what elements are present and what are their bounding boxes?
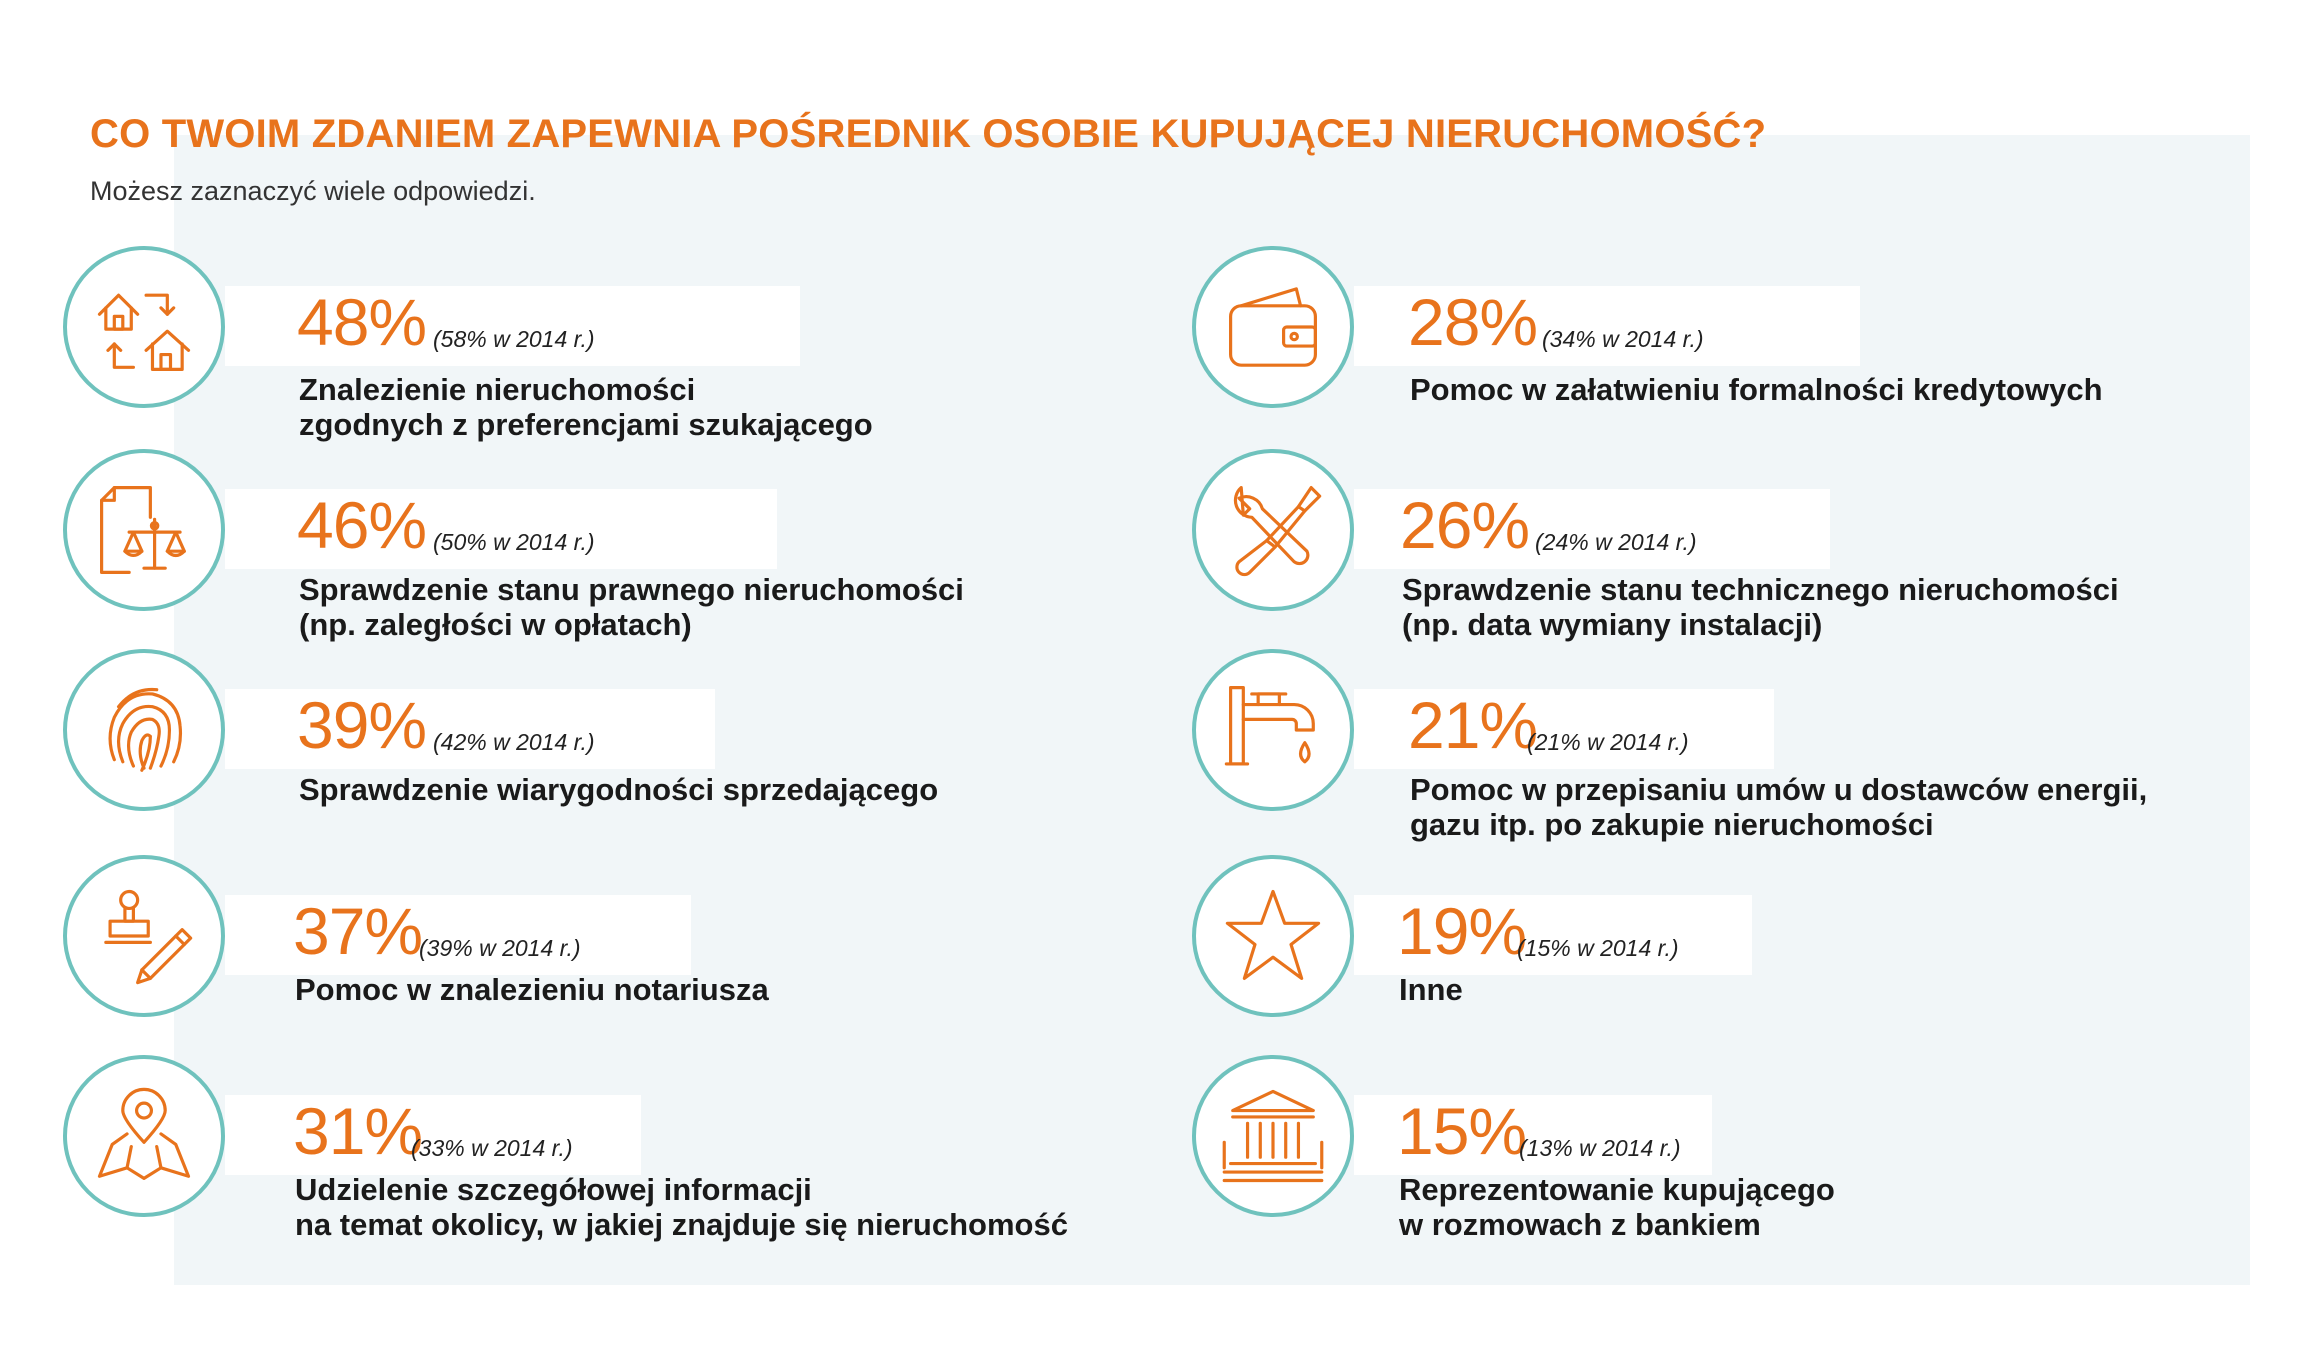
stamp-pen-icon — [63, 855, 225, 1017]
percent-value: 26% — [1400, 488, 1530, 562]
answer-label-line: Znalezienie nieruchomości — [299, 372, 696, 407]
answer-label — [1399, 972, 1463, 1007]
tools-icon — [1192, 449, 1354, 611]
previous-year-value: (21% w 2014 r.) — [1527, 729, 1689, 755]
percent-value: 46% — [297, 488, 427, 562]
page-subtitle: Możesz zaznaczyć wiele odpowiedzi. — [90, 176, 536, 206]
answer-label — [299, 572, 964, 642]
answer-label-line: gazu itp. po zakupie nieruchomości — [1410, 807, 1934, 842]
answer-label — [295, 972, 769, 1007]
answer-label-line: Udzielenie szczegółowej informacji — [295, 1172, 812, 1207]
answer-label — [299, 772, 938, 807]
document-scales-icon — [63, 449, 225, 611]
previous-year-value: (42% w 2014 r.) — [433, 729, 595, 755]
answer-label — [299, 372, 873, 442]
star-icon — [1192, 855, 1354, 1017]
previous-year-value: (39% w 2014 r.) — [419, 935, 581, 961]
percent-value: 28% — [1408, 285, 1538, 359]
answer-label — [1410, 372, 2103, 407]
previous-year-value: (50% w 2014 r.) — [433, 529, 595, 555]
houses-exchange-icon — [63, 246, 225, 408]
percent-value: 48% — [297, 285, 427, 359]
percent-value: 15% — [1397, 1094, 1527, 1168]
previous-year-value: (13% w 2014 r.) — [1519, 1135, 1681, 1161]
faucet-icon — [1192, 649, 1354, 811]
answer-label-line: Sprawdzenie stanu technicznego nieruchomości — [1402, 572, 2119, 607]
answer-label-line: (np. data wymiany instalacji) — [1402, 607, 1823, 642]
answer-label — [1410, 772, 2147, 842]
answer-label-line: na temat okolicy, w jakiej znajduje się nieruchomość — [295, 1207, 1068, 1242]
percent-value: 37% — [293, 894, 423, 968]
answer-label-line: Sprawdzenie wiarygodności sprzedającego — [299, 772, 939, 807]
wallet-icon — [1192, 246, 1354, 408]
percent-value: 19% — [1397, 894, 1527, 968]
answer-label-line: (np. zaległości w opłatach) — [299, 607, 692, 642]
percent-value: 31% — [293, 1094, 423, 1168]
map-pin-icon — [63, 1055, 225, 1217]
answer-label-line: Pomoc w znalezieniu notariusza — [295, 972, 769, 1007]
previous-year-value: (58% w 2014 r.) — [433, 326, 595, 352]
previous-year-value: (33% w 2014 r.) — [411, 1135, 573, 1161]
answer-label-line: w rozmowach z bankiem — [1399, 1207, 1761, 1242]
previous-year-value: (24% w 2014 r.) — [1535, 529, 1697, 555]
answer-label-line: Reprezentowanie kupującego — [1399, 1172, 1835, 1207]
answer-label-line: Sprawdzenie stanu prawnego nieruchomości — [299, 572, 964, 607]
answer-label — [1402, 572, 2119, 642]
bank-icon — [1192, 1055, 1354, 1217]
percent-value: 21% — [1408, 688, 1538, 762]
answer-label — [1399, 1172, 1835, 1242]
percent-value: 39% — [297, 688, 427, 762]
previous-year-value: (15% w 2014 r.) — [1517, 935, 1679, 961]
previous-year-value: (34% w 2014 r.) — [1542, 326, 1704, 352]
answer-label-line: Pomoc w przepisaniu umów u dostawców energii, — [1410, 772, 2148, 807]
answer-label-line: zgodnych z preferencjami szukającego — [299, 407, 873, 442]
answer-label-line: Pomoc w załatwieniu formalności kredytowych — [1410, 372, 2103, 407]
answer-label-line: Inne — [1399, 972, 1463, 1007]
fingerprint-icon — [63, 649, 225, 811]
answer-label — [295, 1172, 1068, 1242]
page-title: CO TWOIM ZDANIEM ZAPEWNIA POŚREDNIK OSOBIE KUPUJĄCEJ NIERUCHOMOŚĆ? — [90, 112, 1767, 156]
